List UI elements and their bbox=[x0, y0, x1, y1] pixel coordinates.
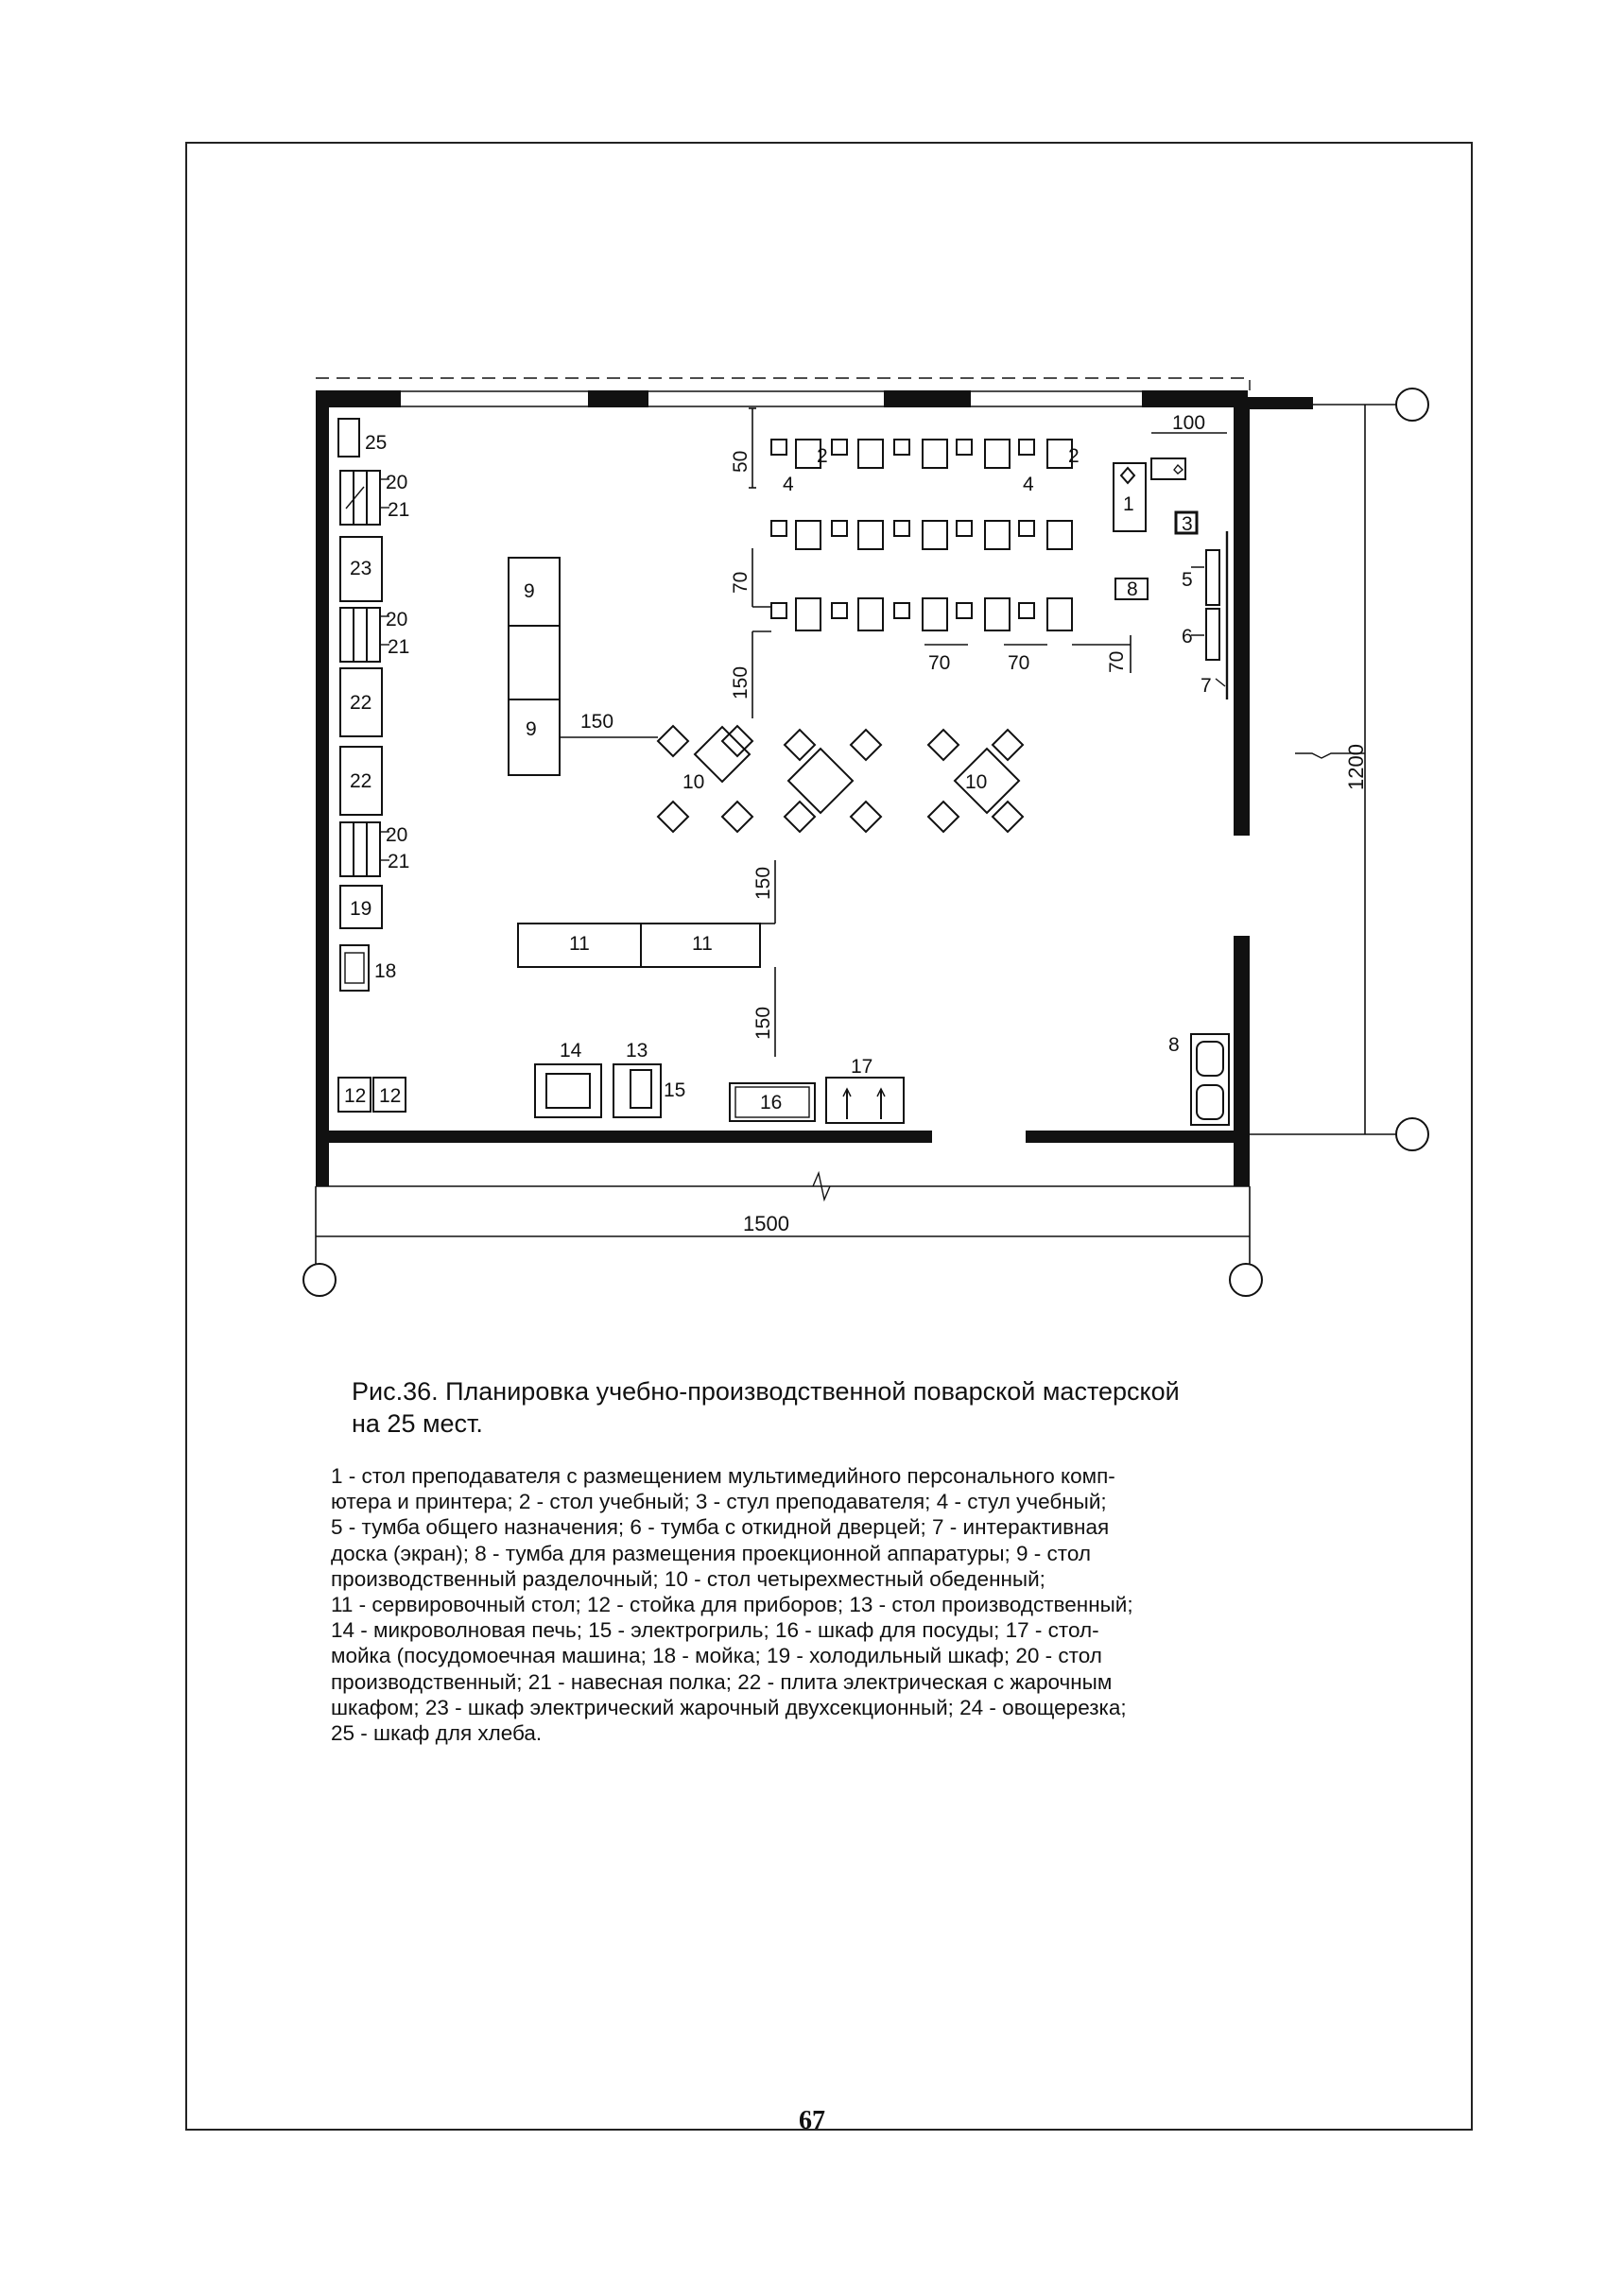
label-22b: 22 bbox=[350, 770, 372, 792]
legend-line: производственный разделочный; 10 - стол четырехместный обеденный; bbox=[331, 1566, 1045, 1591]
dim-1200: 1200 bbox=[1344, 744, 1368, 790]
legend-line: 14 - микроволновая печь; 15 - электрогриль; 16 - шкаф для посуды; 17 - стол- bbox=[331, 1618, 1099, 1643]
legend-line: 25 - шкаф для хлеба. bbox=[331, 1721, 543, 1746]
label-15: 15 bbox=[664, 1079, 686, 1101]
sinks-8 bbox=[1191, 1034, 1229, 1125]
label-16: 16 bbox=[760, 1092, 783, 1114]
dimension-labels bbox=[580, 412, 1368, 1235]
label-6: 6 bbox=[1182, 626, 1193, 647]
legend-line: 11 - сервировочный стол; 12 - стойка для приборов; 13 - стол производственный; bbox=[331, 1593, 1133, 1617]
prod-table-13 bbox=[613, 1064, 661, 1117]
classroom-desks bbox=[771, 440, 1072, 630]
teacher-computer bbox=[1151, 458, 1185, 479]
washer-17 bbox=[826, 1078, 904, 1123]
label-10b: 10 bbox=[965, 771, 988, 793]
figure-legend bbox=[331, 1463, 1361, 1746]
label-8a: 8 bbox=[1127, 578, 1138, 600]
window-pier-3 bbox=[884, 390, 971, 407]
label-12a: 12 bbox=[344, 1085, 367, 1107]
label-21b: 21 bbox=[388, 636, 410, 658]
label-4b: 4 bbox=[1023, 474, 1034, 495]
window-pier-1 bbox=[316, 390, 401, 407]
label-21a: 21 bbox=[388, 499, 410, 521]
label-19: 19 bbox=[350, 898, 372, 920]
legend-line: 1 - стол преподавателя с размещением мультимедийного персонального комп- bbox=[331, 1464, 1115, 1488]
label-4a: 4 bbox=[783, 474, 794, 495]
window-lines bbox=[316, 378, 1250, 1200]
dim-70-b: 70 bbox=[1008, 652, 1030, 674]
dim-150-horizontal: 150 bbox=[580, 711, 614, 733]
legend-line: доска (экран); 8 - тумба для размещения проекционной аппаратуры; 9 - стол bbox=[331, 1541, 1091, 1565]
legend-line: шкафом; 23 - шкаф электрический жарочный двухсекционный; 24 - овощерезка; bbox=[331, 1695, 1127, 1719]
label-20a: 20 bbox=[386, 472, 408, 493]
serving-tables-11 bbox=[518, 924, 760, 967]
legend-line: ютера и принтера; 2 - стол учебный; 3 - стул преподавателя; 4 - стул учебный; bbox=[331, 1490, 1107, 1514]
wall-right-upper bbox=[1234, 397, 1250, 836]
label-18: 18 bbox=[374, 960, 397, 982]
label-17: 17 bbox=[851, 1056, 873, 1078]
dim-100: 100 bbox=[1172, 412, 1206, 434]
prod-table-20b bbox=[340, 608, 380, 662]
legend-line: 5 - тумба общего назначения; 6 - тумба с откидной дверцей; 7 - интерактивная bbox=[331, 1515, 1110, 1540]
cabinet-6 bbox=[1206, 609, 1219, 660]
axis-markers bbox=[303, 388, 1428, 1296]
item-labels bbox=[344, 432, 1212, 1114]
bread-cabinet-25 bbox=[338, 419, 359, 457]
walls bbox=[316, 390, 1313, 1186]
label-10a: 10 bbox=[682, 771, 705, 793]
wall-right-lower bbox=[1234, 936, 1250, 1186]
axis-marker-top-right bbox=[1396, 388, 1428, 421]
label-5: 5 bbox=[1182, 569, 1193, 591]
label-23: 23 bbox=[350, 558, 372, 579]
wall-bottom-left bbox=[316, 1131, 932, 1143]
bottom-equipment bbox=[535, 1064, 904, 1123]
dim-150-bottom: 150 bbox=[752, 1006, 774, 1040]
axis-marker-bottom-left bbox=[303, 1264, 336, 1296]
label-25: 25 bbox=[365, 432, 388, 454]
legend-line: мойка (посудомоечная машина; 18 - мойка; 19 - холодильный шкаф; 20 - стол bbox=[331, 1644, 1102, 1668]
label-20c: 20 bbox=[386, 824, 408, 846]
label-11b: 11 bbox=[692, 933, 713, 955]
cabinet-5 bbox=[1206, 550, 1219, 605]
label-7: 7 bbox=[1201, 675, 1212, 697]
label-3: 3 bbox=[1182, 513, 1193, 535]
wall-left bbox=[316, 392, 329, 1186]
left-wall-equipment bbox=[338, 419, 406, 1112]
label-20b: 20 bbox=[386, 609, 408, 630]
label-1: 1 bbox=[1123, 493, 1134, 515]
dim-150-top: 150 bbox=[730, 665, 752, 699]
label-8b: 8 bbox=[1168, 1034, 1180, 1056]
dim-50: 50 bbox=[730, 450, 752, 473]
grill-15 bbox=[631, 1070, 651, 1108]
label-22a: 22 bbox=[350, 692, 372, 714]
label-9a: 9 bbox=[524, 580, 535, 602]
label-9b: 9 bbox=[526, 718, 537, 740]
dim-70-vertical: 70 bbox=[730, 571, 752, 594]
dim-70-a: 70 bbox=[928, 652, 951, 674]
label-2a: 2 bbox=[817, 445, 828, 467]
figure-caption bbox=[352, 1375, 1335, 1440]
dim-150-middle: 150 bbox=[752, 866, 774, 900]
prod-table-20a bbox=[340, 471, 380, 525]
caption-line-1: Рис.36. Планировка учебно-производственной поварской мастерской bbox=[352, 1377, 1180, 1406]
dim-70-c: 70 bbox=[1106, 650, 1128, 673]
legend-line: производственный; 21 - навесная полка; 22 - плита электрическая с жарочным bbox=[331, 1669, 1113, 1694]
label-2b: 2 bbox=[1068, 445, 1080, 467]
label-12b: 12 bbox=[379, 1085, 402, 1107]
axis-marker-bottom-right-2 bbox=[1230, 1264, 1262, 1296]
microwave-14 bbox=[535, 1064, 601, 1117]
wall-bottom-right bbox=[1026, 1131, 1250, 1143]
label-11a: 11 bbox=[569, 933, 590, 955]
page-number: 67 bbox=[799, 2106, 825, 2135]
axis-marker-bottom-right bbox=[1396, 1118, 1428, 1150]
label-14: 14 bbox=[560, 1040, 582, 1062]
prod-table-20c bbox=[340, 822, 380, 876]
window-pier-2 bbox=[588, 390, 648, 407]
label-21c: 21 bbox=[388, 851, 410, 872]
window-pier-4 bbox=[1142, 390, 1248, 407]
dim-1500: 1500 bbox=[743, 1212, 789, 1235]
caption-line-2: на 25 мест. bbox=[352, 1409, 483, 1438]
label-13: 13 bbox=[626, 1040, 648, 1062]
